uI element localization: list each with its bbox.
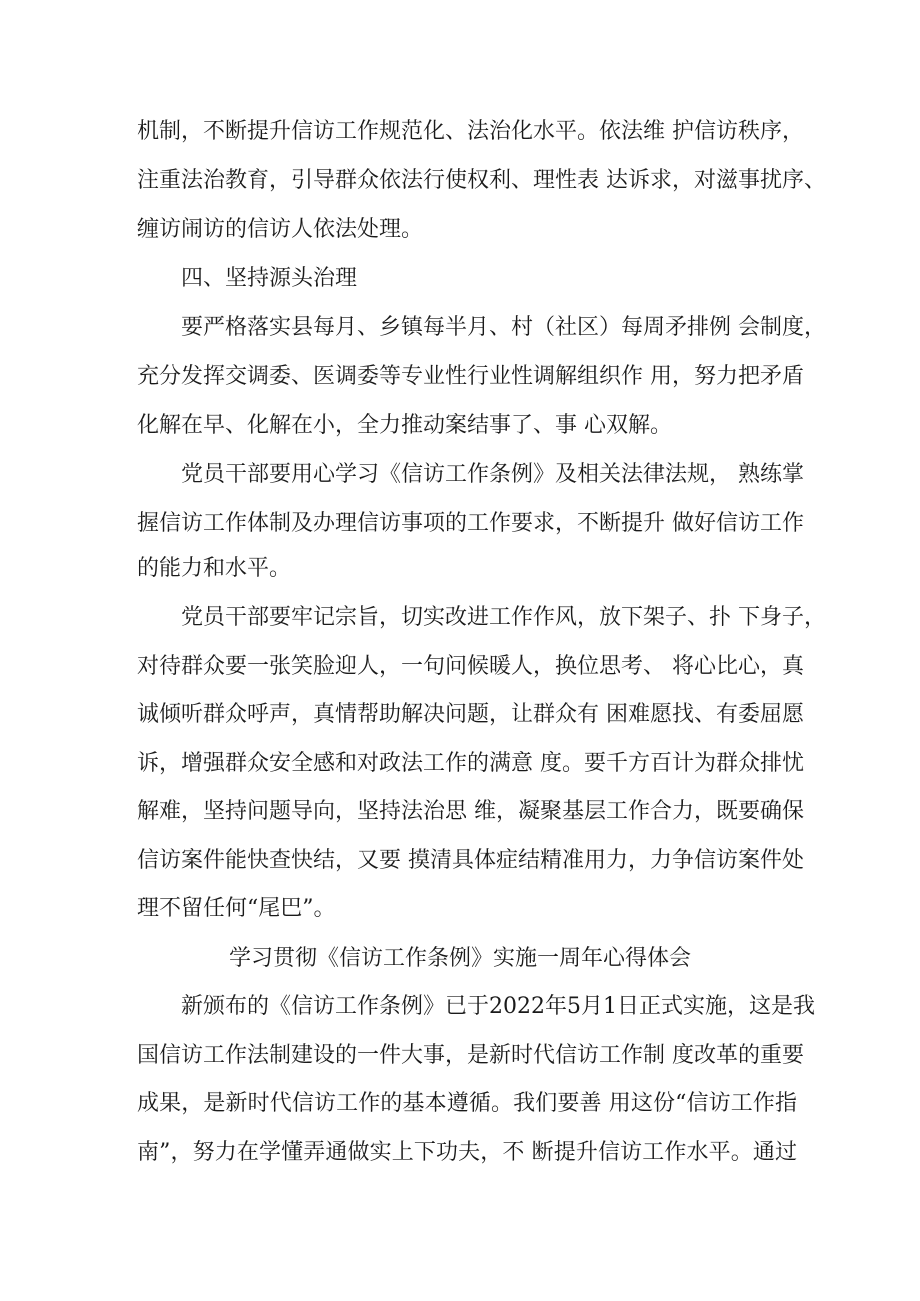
paragraph-line: 信访案件能快查快结，又要 摸清具体症结精准用力，力争信访案件处 bbox=[137, 848, 804, 873]
paragraph-line: 机制，不断提升信访工作规范化、法治化水平。依法维 护信访秩序， bbox=[137, 119, 804, 144]
paragraph-line: 充分发挥交调委、医调委等专业性行业性调解组织作 用，努力把矛盾 bbox=[137, 364, 804, 389]
paragraph-line: 化解在早、化解在小，全力推动案结事了、事 心双解。 bbox=[137, 413, 672, 438]
paragraph-line: 诉，增强群众安全感和对政法工作的满意 度。要千方百计为群众排忧 bbox=[137, 751, 804, 776]
section-heading: 四、坚持源头治理 bbox=[181, 266, 358, 291]
paragraph-line: 注重法治教育，引导群众依法行使权利、理性表 达诉求，对滋事扰序、 bbox=[137, 168, 826, 193]
paragraph-line: 缠访闹访的信访人依法处理。 bbox=[137, 217, 424, 242]
article-title: 学习贯彻《信访工作条例》实施一周年心得体会 bbox=[228, 946, 691, 971]
paragraph-line: 解难，坚持问题导向，坚持法治思 维，凝聚基层工作合力，既要确保 bbox=[137, 799, 804, 824]
paragraph-line: 新颁布的《信访工作条例》已于2022年5月1日正式实施，这是我 bbox=[181, 994, 815, 1019]
paragraph-line: 国信访工作法制建设的一件大事，是新时代信访工作制 度改革的重要 bbox=[137, 1043, 804, 1068]
paragraph-line: 南”，努力在学懂弄通做实上下功夫，不 断提升信访工作水平。通过 bbox=[137, 1140, 797, 1165]
paragraph-line: 党员干部要牢记宗旨，切实改进工作作风，放下架子、扑 下身子， bbox=[181, 605, 826, 630]
paragraph-line: 诚倾听群众呼声，真情帮助解决问题，让群众有 困难愿找、有委屈愿 bbox=[137, 702, 804, 727]
paragraph-line: 理不留任何“尾巴”。 bbox=[137, 896, 336, 921]
paragraph-line: 要严格落实县每月、乡镇每半月、村（社区）每周矛排例 会制度， bbox=[181, 315, 826, 340]
paragraph-line: 成果，是新时代信访工作的基本遵循。我们要善 用这份“信访工作指 bbox=[137, 1091, 797, 1116]
paragraph-line: 对待群众要一张笑脸迎人，一句问候暖人，换位思考、 将心比心，真 bbox=[137, 654, 804, 679]
paragraph-line: 握信访工作体制及办理信访事项的工作要求，不断提升 做好信访工作 bbox=[137, 511, 804, 536]
paragraph-line: 的能力和水平。 bbox=[137, 556, 292, 581]
paragraph-line: 党员干部要用心学习《信访工作条例》及相关法律法规， 熟练掌 bbox=[181, 462, 804, 487]
